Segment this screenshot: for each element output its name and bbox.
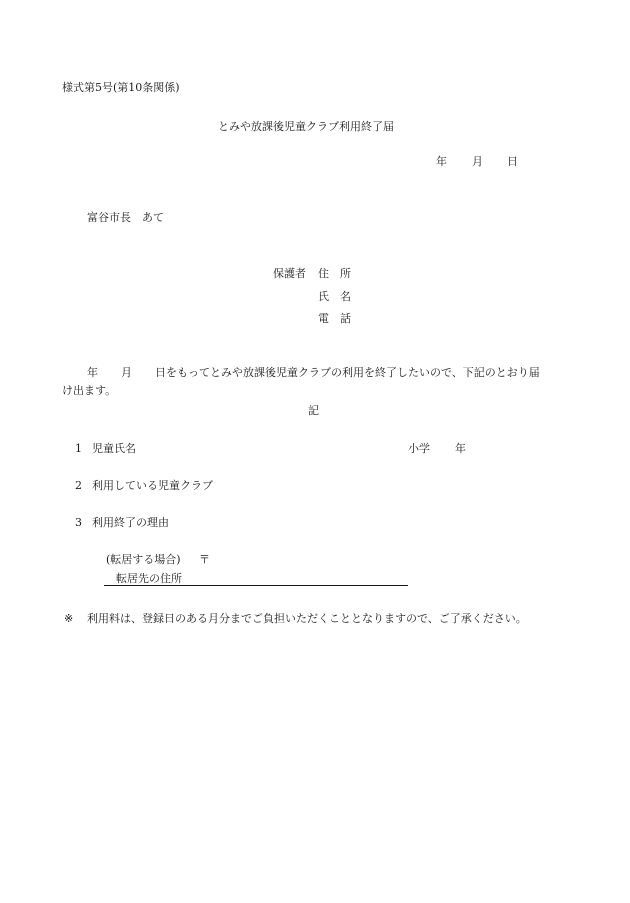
- item1-number: 1: [75, 442, 82, 455]
- relocation-address-underline: [104, 585, 408, 586]
- item3-number: 3: [75, 516, 82, 529]
- form-number: 様式第5号(第10条関係): [62, 81, 180, 94]
- item1-school: 小学: [408, 442, 430, 455]
- document-title: とみや放課後児童クラブ利用終了届: [218, 120, 394, 133]
- body-year: 年: [87, 366, 98, 379]
- relocation-case-label: (転居する場合): [106, 553, 181, 566]
- item3-label: 利用終了の理由: [92, 516, 169, 529]
- item2-number: 2: [75, 479, 82, 492]
- date-year: 年: [436, 155, 447, 168]
- relocation-address-label: 転居先の住所: [116, 572, 182, 585]
- date-month: 月: [472, 155, 483, 168]
- item1-label: 児童氏名: [92, 442, 136, 455]
- body-month: 月: [121, 366, 132, 379]
- date-day: 日: [507, 155, 518, 168]
- body-text-line2: け出ます。: [62, 384, 117, 397]
- item1-grade: 年: [455, 442, 466, 455]
- ki-heading: 記: [308, 404, 319, 417]
- guardian-name-label: 氏 名: [318, 290, 351, 303]
- postal-mark: 〒: [199, 553, 210, 566]
- item2-label: 利用している児童クラブ: [92, 479, 213, 492]
- addressee: 富谷市長 あて: [87, 211, 164, 224]
- guardian-label: 保護者: [273, 267, 306, 280]
- note-mark: ※: [64, 612, 74, 625]
- note-text: 利用料は、登録日のある月分までご負担いただくこととなりますので、ご了承ください。: [87, 612, 527, 625]
- body-text-line1: 日をもってとみや放課後児童クラブの利用を終了したいので、下記のとおり届: [155, 366, 540, 379]
- guardian-address-label: 住 所: [318, 267, 351, 280]
- guardian-phone-label: 電 話: [318, 312, 351, 325]
